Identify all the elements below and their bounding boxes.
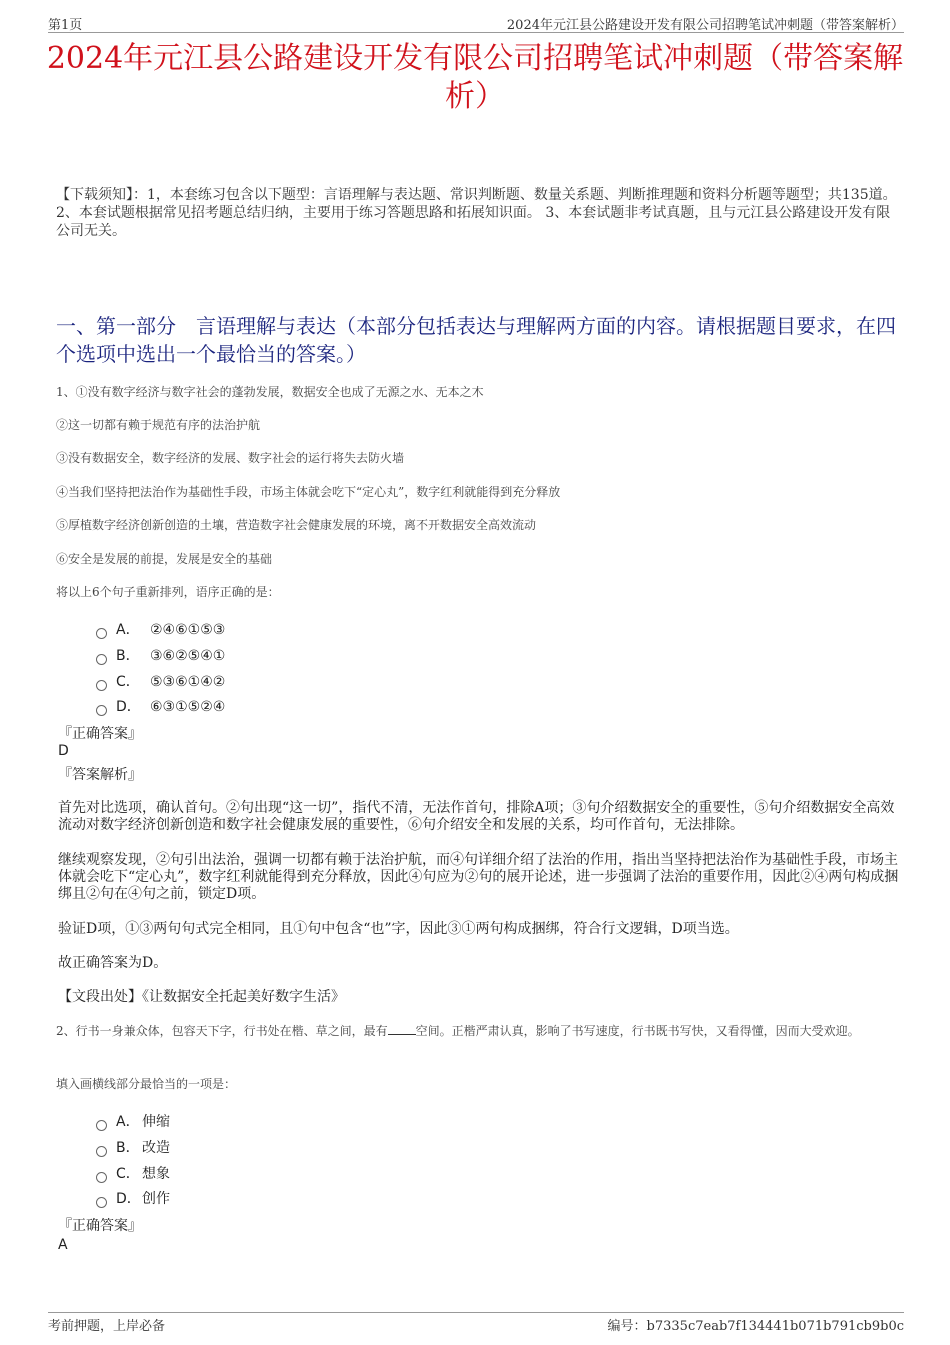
download-notice: 【下载须知】：1，本套练习包含以下题型：言语理解与表达题、常识判断题、数量关系题、判断推理题和资料分析题等题型；共135道。 2、本套试题根据常见招考题总结归纳，主要用于练习答题思路和拓展知识面。 3、本套试题非考试真题，且与元江县公路建设开发有限公司无关。 <box>56 187 897 239</box>
document-title: 2024年元江县公路建设开发有限公司招聘笔试冲刺题（带答案解析） <box>46 41 904 114</box>
header-doc-title: 2024年元江县公路建设开发有限公司招聘笔试冲刺题（带答案解析） <box>506 18 904 33</box>
q1-answer-value: D <box>58 743 69 759</box>
radio-icon[interactable] <box>96 680 107 691</box>
q1-answer-label: 『正确答案』 <box>58 726 142 742</box>
radio-icon[interactable] <box>96 705 107 716</box>
q2-stem-before: 2、行书一身兼众体，包容天下字，行书处在楷、草之间，最有 <box>56 1024 388 1038</box>
q1-sentence-5: ⑤厚植数字经济创新创造的土壤，营造数字社会健康发展的环境，离不开数据安全高效流动 <box>56 518 537 532</box>
option-letter: D． <box>116 1191 141 1207</box>
radio-icon[interactable] <box>96 628 107 639</box>
option-letter: A． <box>116 622 140 638</box>
option-text: 改造 <box>142 1140 170 1156</box>
q1-sentence-6: ⑥安全是发展的前提，发展是安全的基础 <box>56 552 273 566</box>
option-letter: B． <box>116 1140 140 1156</box>
q2-answer-label: 『正确答案』 <box>58 1218 142 1234</box>
q1-sentence-4: ④当我们坚持把法治作为基础性手段，市场主体就会吃下“定心丸”，数字红利就能得到充分释放 <box>56 485 561 499</box>
option-letter: B． <box>116 648 140 664</box>
q1-analysis-paragraph-3: 验证D项，①③两句句式完全相同，且①句中包含“也”字，因此③①两句构成捆绑，符合行文逻辑，D项当选。 <box>58 921 739 937</box>
q2-stem <box>56 1022 900 1040</box>
footer-slogan: 考前押题，上岸必备 <box>48 1319 166 1334</box>
q1-analysis-label: 『答案解析』 <box>58 767 142 783</box>
q1-option-d[interactable] <box>96 697 225 717</box>
q1-analysis-paragraph-2: 继续观察发现，②句引出法治，强调一切都有赖于法治护航，而④句详细介绍了法治的作用，指出当坚持把法治作为基础性手段，市场主体就会吃下“定心丸”，数字红利就能得到充分释放，因此④句应为②句的展开论述，进一步强调了法治的重要作用，因此②④两句构成捆绑且②句在④句之前，锁定D项。 <box>58 852 899 902</box>
option-text: 想象 <box>142 1166 170 1182</box>
page-footer <box>48 1312 904 1333</box>
option-letter: C． <box>116 1166 140 1182</box>
option-letter: D． <box>116 699 141 715</box>
radio-icon[interactable] <box>96 1172 107 1183</box>
option-text: ⑥③①⑤②④ <box>150 699 226 715</box>
q1-source: 【文段出处】《让数据安全托起美好数字生活》 <box>58 989 345 1005</box>
page-number: 第1页 <box>48 18 83 33</box>
q1-prompt: 将以上6个句子重新排列，语序正确的是： <box>56 585 280 599</box>
q2-prompt: 填入画横线部分最恰当的一项是： <box>56 1077 237 1091</box>
q1-sentence-3: ③没有数据安全，数字经济的发展、数字社会的运行将失去防火墙 <box>56 451 405 465</box>
radio-icon[interactable] <box>96 654 107 665</box>
option-letter: C． <box>116 674 140 690</box>
radio-icon[interactable] <box>96 1146 107 1157</box>
q1-analysis-paragraph-1: 首先对比选项，确认首句。②句出现“这一切”，指代不清，无法作首句，排除A项；③句介绍数据安全的重要性，⑤句介绍数据安全高效流动对数字经济创新创造和数字社会健康发展的重要性，⑥句介绍安全和发展的关系，均可作首句，无法排除。 <box>58 800 895 833</box>
q1-analysis-conclusion: 故正确答案为D。 <box>58 955 168 971</box>
option-text: 创作 <box>142 1191 170 1207</box>
q1-option-b[interactable] <box>96 646 225 666</box>
page-header <box>48 12 904 33</box>
option-text: 伸缩 <box>142 1114 170 1130</box>
q1-option-a[interactable] <box>96 620 225 640</box>
q2-option-b[interactable] <box>96 1138 170 1158</box>
q2-answer-value: A <box>58 1237 68 1253</box>
option-text: ③⑥②⑤④① <box>150 648 226 664</box>
footer-serial: 编号：b7335c7eab7f134441b071b791cb9b0c <box>607 1319 904 1334</box>
q1-sentence-2: ②这一切都有赖于规范有序的法治护航 <box>56 418 261 432</box>
option-text: ⑤③⑥①④② <box>150 674 226 690</box>
section-title: 一、第一部分 言语理解与表达（本部分包括表达与理解两方面的内容。请根据题目要求，在四个选项中选出一个最恰当的答案。） <box>56 314 896 366</box>
q2-stem-after: 空间。正楷严肃认真，影响了书写速度，行书既书写快，又看得懂，因而大受欢迎。 <box>415 1024 860 1038</box>
q2-option-c[interactable] <box>96 1164 170 1184</box>
fill-blank <box>388 1022 416 1035</box>
q2-option-a[interactable] <box>96 1112 170 1132</box>
q1-option-c[interactable] <box>96 672 225 692</box>
radio-icon[interactable] <box>96 1197 107 1208</box>
option-letter: A． <box>116 1114 140 1130</box>
q2-option-d[interactable] <box>96 1189 170 1209</box>
option-text: ②④⑥①⑤③ <box>150 622 226 638</box>
q1-sentence-1: 1、①没有数字经济与数字社会的蓬勃发展，数据安全也成了无源之水、无本之木 <box>56 385 484 399</box>
radio-icon[interactable] <box>96 1120 107 1131</box>
